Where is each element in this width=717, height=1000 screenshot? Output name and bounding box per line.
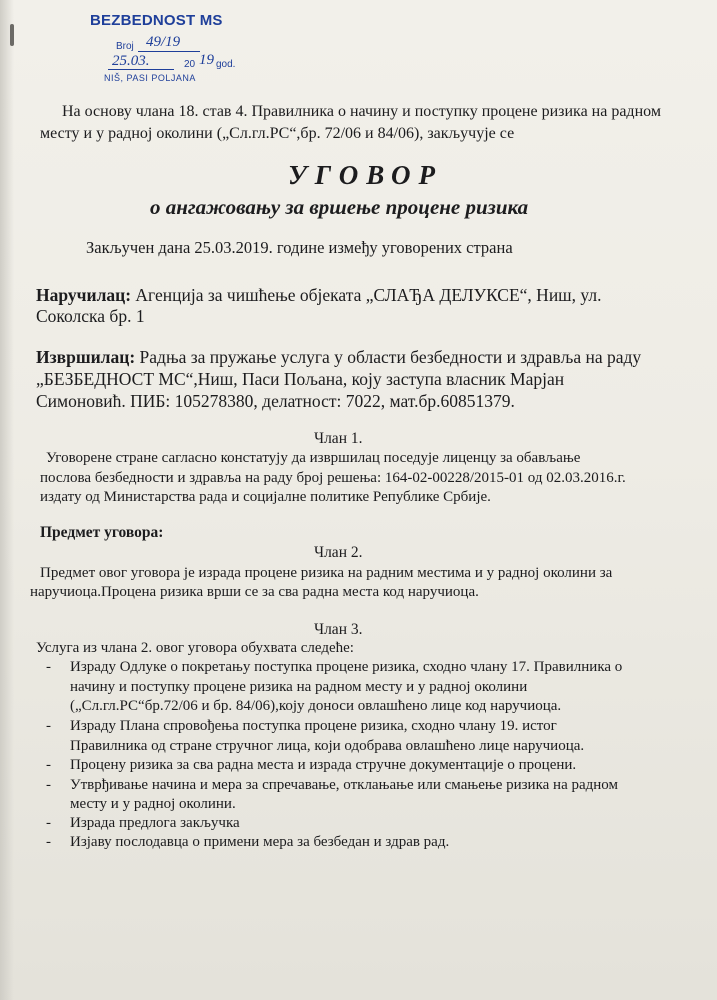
bullet-dash: - — [46, 777, 51, 793]
document-title: УГОВОР — [288, 160, 443, 190]
article-1-line-1: Уговорене стране сагласно констатују да извршилац поседује лиценцу за обављање — [46, 450, 581, 466]
article-3-item-6-line-1: Изјаву послодавца о примени мера за безбедан и здрав рад. — [70, 834, 450, 850]
stamp-number-line — [138, 51, 200, 52]
client-label: Наручилац: — [36, 285, 132, 305]
bullet-dash: - — [46, 659, 51, 675]
article-1-title: Члан 1. — [314, 430, 363, 447]
article-1-line-2: послова безбедности и здравља на раду број решења: 164-02-00228/2015-01 од 02.03.2016.г. — [40, 470, 626, 486]
page-fold-shadow — [0, 0, 14, 1000]
stamp-number-label: Broj — [116, 41, 134, 52]
document-subtitle: о ангажовању за вршење процене ризика — [150, 195, 529, 219]
stamp-year-value: 19 — [199, 52, 214, 68]
bullet-dash: - — [46, 757, 51, 773]
article-3-item-2-line-1: Израду Плана спровођења поступка процене ризика, сходно члану 19. истог — [70, 718, 557, 734]
staple-mark — [10, 24, 14, 46]
client-text-1: Агенција за чишћење објеката „СЛАЂА ДЕЛУКСЕ“, Ниш, ул. — [135, 285, 602, 305]
contractor-text-1: Радња за пружање услуга у области безбедности и здравља на раду — [139, 347, 642, 367]
article-3-item-3-line-1: Процену ризика за сва радна места и израда стручне документације о процени. — [70, 757, 577, 773]
article-1-line-3: издату од Министарства рада и социјалне политике Републике Србије. — [40, 489, 491, 505]
article-3-item-4-line-2: месту и у радној околини. — [70, 796, 236, 812]
client-line-2: Соколска бр. 1 — [36, 306, 145, 326]
client-line-1 — [36, 285, 602, 306]
stamp-year-label: god. — [216, 59, 236, 70]
contractor-line-1 — [36, 347, 641, 368]
stamp-number-value: 49/19 — [146, 34, 181, 50]
contractor-label: Извршилац: — [36, 347, 136, 367]
article-3-intro: Услуга из члана 2. овог уговора обухвата следеће: — [36, 640, 354, 656]
article-2-line-1: Предмет овог уговора је израда процене ризика на радним местима и у радној околини за — [40, 565, 613, 581]
concluded-line: Закључен дана 25.03.2019. године између уговорених страна — [86, 238, 513, 257]
intro-line-1: На основу члана 18. став 4. Правилника о начину и поступку процене ризика на радном — [62, 103, 661, 120]
article-3-item-1-line-1: Израду Одлуке о покретању поступка процене ризика, сходно члану 17. Правилника о — [70, 659, 623, 675]
article-3-item-1-line-2: начину и поступку процене ризика на радном месту и у радној околини — [70, 679, 528, 695]
stamp-place: NIŠ, PASI POLJANA — [104, 73, 196, 83]
article-3-title: Члан 3. — [314, 621, 363, 638]
article-3-item-2-line-2: Правилника од стране стручног лица, који одобрава овлашћено лице наручиоца. — [70, 738, 585, 754]
stamp-date-line — [108, 69, 174, 70]
article-3-item-1-line-3: („Сл.гл.РС“бр.72/06 и бр. 84/06),коју доноси овлашћено лице код наручиоца. — [70, 698, 562, 714]
bullet-dash: - — [46, 718, 51, 734]
article-2-line-2: наручиоца.Процена ризика врши се за сва радна места код наручиоца. — [30, 584, 479, 600]
article-3-item-5-line-1: Израда предлога закључка — [70, 815, 240, 831]
subject-heading: Предмет уговора: — [40, 524, 164, 541]
stamp-date-value: 25.03. — [112, 53, 150, 69]
contractor-line-2: „БЕЗБЕДНОСТ МС“,Ниш, Паси Пољана, коју заступа власник Марјан — [36, 369, 565, 389]
bullet-dash: - — [46, 834, 51, 850]
stamp-organization: BEZBEDNOST MS — [90, 12, 223, 29]
bullet-dash: - — [46, 815, 51, 831]
registration-stamp — [86, 12, 246, 83]
stamp-year-prefix: 20 — [184, 59, 196, 70]
article-3-item-4-line-1: Утврђивање начина и мера за спречавање, отклањање или смањење ризика на радном — [70, 777, 619, 793]
article-2-title: Члан 2. — [314, 544, 363, 561]
intro-line-2: месту и у радној околини („Сл.гл.РС“,бр. 72/06 и 84/06), закључује се — [40, 125, 515, 142]
contractor-line-3: Симоновић. ПИБ: 105278380, делатност: 7022, мат.бр.60851379. — [36, 391, 515, 411]
